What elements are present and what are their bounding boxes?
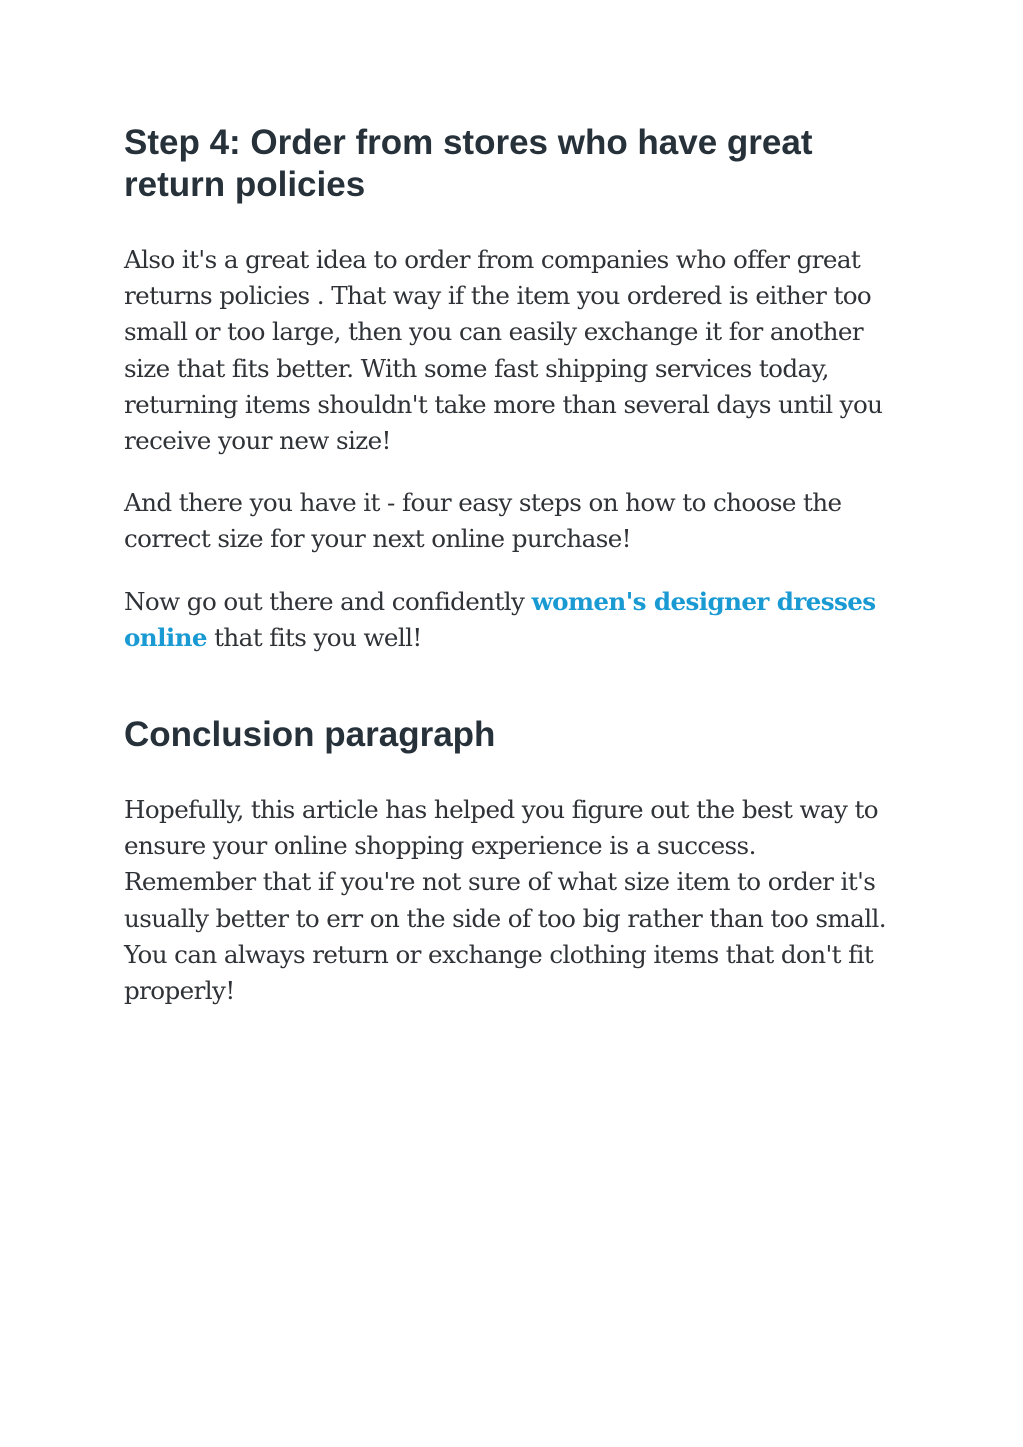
cta-text-after-link: that fits you well! (206, 622, 422, 652)
conclusion-heading: Conclusion paragraph (124, 715, 496, 755)
step4-paragraph-cta (124, 584, 894, 656)
cta-text-before-link: Now go out there and confidently (124, 586, 532, 616)
step4-paragraph-returns: Also it's a great idea to order from companies who offer great returns policies . That way if the item you ordered is either too small or too large, then you can easily exchange it for another size that fits better. With some fast shipping services today, returning items shouldn't take more than several days until you receive your new size! (124, 245, 883, 456)
article-page (124, 122, 894, 1009)
conclusion-paragraph: Hopefully, this article has helped you figure out the best way to ensure your online shopping experience is a success. Remember that if you're not sure of what size item to order it's usually better to err on the side of too big rather than too small. You can always return or exchange clothing items that don't fit properly! (124, 795, 886, 1006)
step4-paragraph-summary: And there you have it - four easy steps on how to choose the correct size for your next online purchase! (124, 488, 842, 554)
step4-heading: Step 4: Order from stores who have great return policies (124, 123, 813, 204)
designer-dresses-link[interactable]: women's designer dresses online (124, 586, 876, 652)
